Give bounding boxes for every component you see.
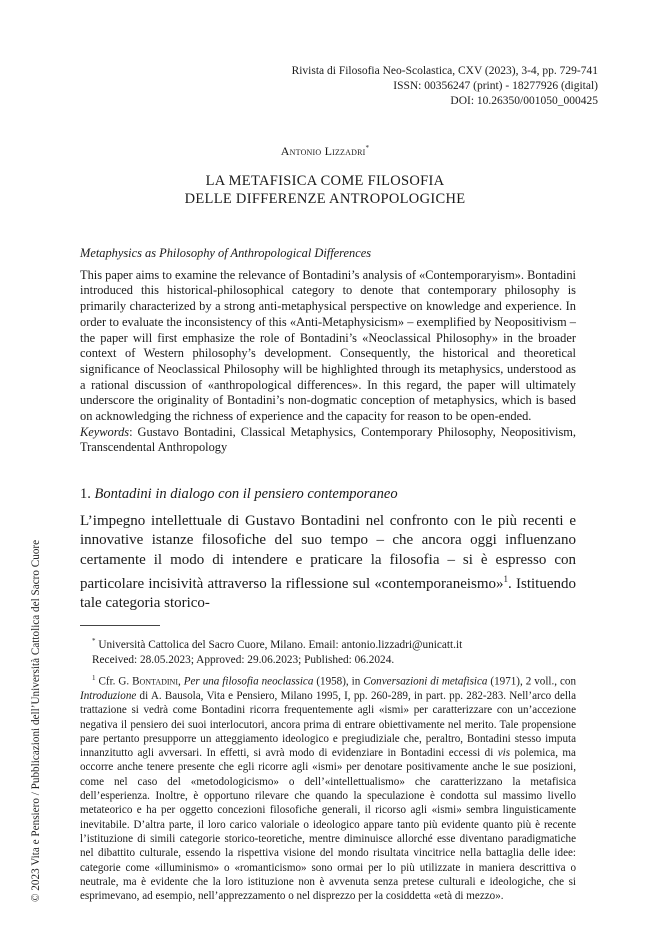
section-heading [80, 486, 576, 503]
footnote-divider [80, 625, 160, 626]
affiliation-note [92, 634, 576, 668]
keywords [80, 425, 576, 456]
footnote-mid-1: (1958), in [313, 675, 364, 688]
section-title: Bontadini in dialogo con il pensiero contemporaneo [94, 486, 398, 502]
title-line-2: DELLE DIFFERENZE ANTROPOLOGICHE [184, 191, 466, 207]
footnote-ref[interactable]: 1 [503, 573, 509, 584]
english-title: Metaphysics as Philosophy of Anthropological Differences [80, 246, 372, 260]
abstract [80, 246, 576, 456]
affiliation-line: Università Cattolica del Sacro Cuore, Milano. Email: antonio.lizzadri@unicatt.it [98, 638, 463, 651]
doi: DOI: 10.26350/001050_000425 [450, 95, 598, 107]
author-line [0, 144, 650, 159]
abstract-text: This paper aims to examine the relevance of Bontadini’s analysis of «Contemporaryism». Bontadini introduced this historical-philosophical category to denote that contemporary philosophy is primarily characterized by a strong anti-metaphysical perspective on knowledge and experience. In order to evaluate the inconsistency of this «Anti-Metaphysicism» – exemplified by Neopositivism – the paper will first emphasize the role of Bontadini’s «Neoclassical Philosophy» in the broader context of Western philosophy’s development. Consequently, the historical and theoretical significance of Neoclassical Philosophy will be highlighted through its metaphysics, understood as a rational discussion of «anthropological differences». In this regard, the paper will ultimately underscore the originality of Bontadini’s non-dogmatic conception of metaphysics, which is based on acknowledging the richness of experience and the capacity for reason to be open-ended. [80, 267, 576, 424]
footnote-number: 1 [92, 674, 96, 682]
footnote-work-2: Conversazioni di metafisica [363, 675, 488, 688]
article-title [0, 172, 650, 208]
footnote-work-3: Introduzione [80, 689, 137, 702]
journal-header [292, 64, 598, 109]
title-line-1: LA METAFISICA COME FILOSOFIA [205, 173, 445, 189]
dates-line: Received: 28.05.2023; Approved: 29.06.2023; Published: 06.2024. [92, 653, 395, 666]
footnote-work-1: Per una filosofia neoclassica [183, 675, 314, 688]
footnote-work-4: vis [497, 747, 511, 760]
section-number: 1. [80, 486, 91, 502]
body-text-end: . Istituendo tale categoria storico- [80, 575, 576, 612]
author-footnote-mark: * [365, 144, 370, 152]
footnote-cfr: Cfr. G. [98, 675, 133, 688]
footnote-mid-2: (1971), 2 voll., con [487, 675, 577, 688]
footnote-rest: polemica, ma occorre anche tenere presente che egli ricorre agli «ismi» per denotare positivamente anche le sue posizioni, come nel caso del «metodologicismo» o dell’«intellettualismo» che caratterizzano la metafisica dell’esperienza. Inoltre, è opportuno rilevare che quando la speculazione è condotta sul massimo livello metateorico e ha per oggetto concezioni filosofiche generali, il ricorso agli «ismi» sembra linguisticamente inevitabile. D’altra parte, il loro carico valoriale o ideologico appare tanto più evidente quanto più è recente l’istituzione di simili categorie storico-teoretiche, mentre diminuisce allorché esse diventano paradigmatiche nel dibattito culturale, essendo la rispettiva visione del mondo risultata vincitrice nella battaglia delle idee: categorie come «illuminismo» o «romanticismo» sono ormai per lo più utilizzate in maniera descrittiva o neutrale, ma è evidente che la loro istituzione non è avvenuta senza pretese culturali e ideologiche, che si esprimevano, ad esempio, nell’apprezzamento o nel disprezzo per la cosiddetta «età di mezzo». [80, 747, 576, 903]
body-text: L’impegno intellettuale di Gustavo Bontadini nel confronto con le più recenti e innovative istanze filosofiche del suo tempo – che ancora oggi influenzano certamente il modo di intendere e praticare la filosofia – si è espresso con particolare incisività attraverso la riflessione sul «contemporaneismo» [80, 513, 576, 592]
footnote-sep: , [178, 675, 184, 688]
body-paragraph [80, 512, 576, 613]
copyright-sidebar: © 2023 Vita e Pensiero / Pubblicazioni dell’Università Cattolica del Sacro Cuore [30, 539, 42, 902]
author-name: Antonio Lizzadri [280, 144, 366, 158]
keywords-label: Keywords [80, 424, 130, 439]
footnote-mid-3: di A. Bausola, Vita e Pensiero, Milano 1995, I, pp. 260-289, in part. pp. 282-283. Nell’arco della trattazione si vedrà come Bontadini ricorra frequentemente agli «ismi» per caratterizzare con un’accezione negativa il pensiero dei suoi interlocutori, ancora prima di entrare obiettivamente nel merito. Tale propensione pare pertanto presupporre un atteggiamento ideologico e pregiudiziale che, peraltro, Bontadini stesso imputa innanzitutto agli avversari. In effetti, si avrà modo di evidenziare in Bontadini eccessi di [80, 689, 576, 760]
footnote-author: Bontadini [132, 675, 178, 688]
footnote-1 [80, 671, 576, 903]
affiliation-mark: * [92, 637, 96, 645]
journal-citation: Rivista di Filosofia Neo-Scolastica, CXV (2023), 3-4, pp. 729-741 [291, 65, 598, 77]
keywords-list: : Gustavo Bontadini, Classical Metaphysics, Contemporary Philosophy, Neopositivism, Transcendental Anthropology [80, 424, 576, 455]
issn: ISSN: 00356247 (print) - 18277926 (digital) [393, 80, 598, 92]
